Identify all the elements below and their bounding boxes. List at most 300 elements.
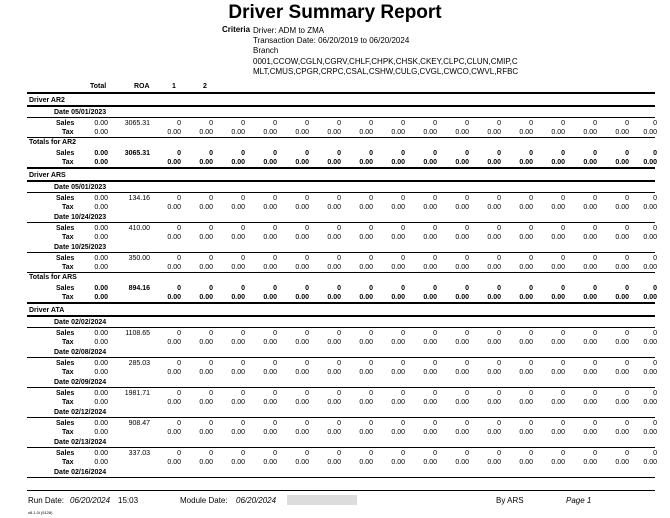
tax-col-13: 0.00 [551,264,565,271]
sales-col-1: 0 [177,195,181,202]
sales-col-16: 0 [653,225,657,232]
section-rule [27,252,655,253]
tax-col-14: 0.00 [583,234,597,241]
tax-col-12: 0.00 [519,129,533,136]
tax-col-12: 0.00 [519,399,533,406]
date-heading: Date 05/01/2023 [54,184,107,191]
redacted-field [287,495,357,505]
tax-col-11: 0.00 [487,129,501,136]
tax-col-7: 0.00 [359,129,373,136]
sales-col-4: 0 [273,255,277,262]
tax-col-13: 0.00 [551,129,565,136]
tax-col-11: 0.00 [487,234,501,241]
sales-label: Sales [56,255,75,262]
tax-col-4: 0.00 [263,129,277,136]
sales-col-6: 0 [337,420,341,427]
sales-col-13: 0 [561,330,565,337]
section-rule [27,447,655,448]
sales-col-11: 0 [497,195,501,202]
tax-col-9: 0.00 [423,234,437,241]
sales-col-1: 0 [177,255,181,262]
tax-col-8: 0.00 [391,339,405,346]
sales-col-6: 0 [337,255,341,262]
tax-col-15: 0.00 [615,459,629,466]
tax-col-16: 0.00 [643,459,657,466]
tax-col-4: 0.00 [263,459,277,466]
sales-col-10: 0 [465,330,469,337]
tax-col-8: 0.00 [391,294,405,301]
tax-total: 0.00 [94,204,108,211]
sales-roa: 1981.71 [124,390,150,397]
sales-roa: 3065.31 [124,150,150,157]
tax-col-13: 0.00 [551,159,565,166]
sales-col-4: 0 [273,390,277,397]
tax-col-15: 0.00 [615,159,629,166]
tax-col-14: 0.00 [583,204,597,211]
sales-col-6: 0 [337,120,341,127]
tax-label: Tax [62,369,74,376]
page-number: Page 1 [566,496,592,505]
driver-heading: Driver AR2 [29,97,65,104]
tax-col-11: 0.00 [487,204,501,211]
tax-col-13: 0.00 [551,234,565,241]
sales-col-5: 0 [305,360,309,367]
tax-col-14: 0.00 [583,339,597,346]
tax-col-4: 0.00 [263,339,277,346]
sales-col-14: 0 [593,120,597,127]
sales-col-9: 0 [433,390,437,397]
tax-col-7: 0.00 [359,429,373,436]
column-header-1: 1 [172,83,176,90]
tax-col-1: 0.00 [167,234,181,241]
sales-col-8: 0 [401,255,405,262]
tax-label: Tax [62,429,74,436]
sales-col-2: 0 [209,420,213,427]
sales-col-9: 0 [433,150,437,157]
sales-col-2: 0 [209,255,213,262]
tax-total: 0.00 [94,129,108,136]
sales-col-12: 0 [529,450,533,457]
sales-col-9: 0 [433,120,437,127]
tax-col-11: 0.00 [487,294,501,301]
tax-col-6: 0.00 [327,369,341,376]
tax-col-9: 0.00 [423,159,437,166]
sales-col-3: 0 [241,420,245,427]
tax-total: 0.00 [94,159,108,166]
tax-col-11: 0.00 [487,369,501,376]
sales-col-4: 0 [273,225,277,232]
sales-col-5: 0 [305,225,309,232]
sales-col-13: 0 [561,150,565,157]
sales-col-16: 0 [653,360,657,367]
sales-label: Sales [56,195,75,202]
section-rule [27,180,655,182]
sales-col-9: 0 [433,360,437,367]
tax-total: 0.00 [94,264,108,271]
tax-col-7: 0.00 [359,159,373,166]
sales-col-9: 0 [433,195,437,202]
tax-col-10: 0.00 [455,429,469,436]
tax-col-11: 0.00 [487,339,501,346]
tax-col-12: 0.00 [519,459,533,466]
sales-label: Sales [56,450,75,457]
sales-col-8: 0 [401,450,405,457]
sales-col-15: 0 [625,120,629,127]
footer-rule [27,490,655,491]
tax-col-6: 0.00 [327,234,341,241]
tax-col-8: 0.00 [391,129,405,136]
sales-col-16: 0 [653,450,657,457]
sales-col-5: 0 [305,285,309,292]
tax-col-3: 0.00 [231,129,245,136]
sales-col-12: 0 [529,390,533,397]
sales-roa: 285.03 [128,360,150,367]
tax-col-13: 0.00 [551,459,565,466]
tax-col-2: 0.00 [199,459,213,466]
sales-col-11: 0 [497,285,501,292]
sales-col-6: 0 [337,285,341,292]
sales-col-2: 0 [209,360,213,367]
tax-col-16: 0.00 [643,399,657,406]
sales-col-16: 0 [653,285,657,292]
tax-col-14: 0.00 [583,399,597,406]
sales-col-3: 0 [241,150,245,157]
tax-col-5: 0.00 [295,294,309,301]
sales-col-8: 0 [401,390,405,397]
tax-col-10: 0.00 [455,129,469,136]
tax-col-12: 0.00 [519,294,533,301]
sales-col-6: 0 [337,225,341,232]
sales-col-12: 0 [529,285,533,292]
criteria-branch-list-2: MLT,CMUS,CPGR,CRPC,CSAL,CSHW,CULG,CVGL,CWCO,CWVL,RFBC [253,67,519,76]
sales-col-8: 0 [401,150,405,157]
sales-col-2: 0 [209,195,213,202]
date-heading: Date 10/25/2023 [54,244,107,251]
tax-total: 0.00 [94,234,108,241]
sales-col-7: 0 [369,150,373,157]
sales-col-16: 0 [653,390,657,397]
tax-col-2: 0.00 [199,369,213,376]
tax-col-15: 0.00 [615,234,629,241]
tax-col-4: 0.00 [263,234,277,241]
tax-total: 0.00 [94,429,108,436]
sales-col-10: 0 [465,285,469,292]
criteria-label: Criteria [222,25,251,34]
tax-label: Tax [62,129,74,136]
tax-col-6: 0.00 [327,264,341,271]
date-heading: Date 02/13/2024 [54,439,107,446]
sales-col-1: 0 [177,285,181,292]
sales-total: 0.00 [94,330,108,337]
tax-col-3: 0.00 [231,399,245,406]
tax-col-15: 0.00 [615,399,629,406]
tax-label: Tax [62,204,74,211]
tax-col-14: 0.00 [583,459,597,466]
tax-col-3: 0.00 [231,204,245,211]
sales-col-15: 0 [625,360,629,367]
sales-col-13: 0 [561,390,565,397]
sales-col-3: 0 [241,195,245,202]
sales-col-7: 0 [369,120,373,127]
tax-col-11: 0.00 [487,429,501,436]
tax-col-10: 0.00 [455,369,469,376]
tax-col-6: 0.00 [327,294,341,301]
sales-col-13: 0 [561,120,565,127]
tax-col-6: 0.00 [327,399,341,406]
sales-col-5: 0 [305,450,309,457]
tax-col-5: 0.00 [295,234,309,241]
sales-total: 0.00 [94,150,108,157]
tax-col-2: 0.00 [199,234,213,241]
sales-col-16: 0 [653,195,657,202]
tax-col-7: 0.00 [359,339,373,346]
sales-col-6: 0 [337,390,341,397]
tax-col-2: 0.00 [199,429,213,436]
sales-total: 0.00 [94,390,108,397]
tax-col-12: 0.00 [519,204,533,211]
sales-col-15: 0 [625,150,629,157]
sales-total: 0.00 [94,285,108,292]
tax-col-12: 0.00 [519,369,533,376]
sales-col-14: 0 [593,150,597,157]
module-date-value: 06/20/2024 [236,496,277,505]
section-rule [27,302,655,304]
sales-col-9: 0 [433,420,437,427]
sales-col-8: 0 [401,330,405,337]
sales-col-2: 0 [209,150,213,157]
tax-col-4: 0.00 [263,399,277,406]
tax-col-9: 0.00 [423,369,437,376]
tax-col-6: 0.00 [327,339,341,346]
sales-col-15: 0 [625,450,629,457]
sales-col-14: 0 [593,195,597,202]
tax-col-2: 0.00 [199,339,213,346]
sales-col-8: 0 [401,360,405,367]
tax-col-16: 0.00 [643,129,657,136]
sales-col-1: 0 [177,360,181,367]
tax-col-4: 0.00 [263,429,277,436]
sales-col-16: 0 [653,330,657,337]
tax-col-5: 0.00 [295,399,309,406]
sales-col-7: 0 [369,390,373,397]
sales-col-10: 0 [465,150,469,157]
tax-total: 0.00 [94,294,108,301]
sales-roa: 1108.65 [125,330,150,337]
tax-col-12: 0.00 [519,234,533,241]
sales-col-15: 0 [625,225,629,232]
sales-col-1: 0 [177,420,181,427]
sales-col-5: 0 [305,120,309,127]
driver-heading: Driver ARS [29,172,66,179]
sales-col-9: 0 [433,330,437,337]
tax-col-7: 0.00 [359,264,373,271]
sales-col-3: 0 [241,360,245,367]
tax-col-3: 0.00 [231,159,245,166]
sales-col-10: 0 [465,360,469,367]
tax-col-8: 0.00 [391,429,405,436]
sales-col-7: 0 [369,330,373,337]
sales-col-10: 0 [465,195,469,202]
tax-col-6: 0.00 [327,129,341,136]
tax-col-9: 0.00 [423,399,437,406]
sales-col-8: 0 [401,225,405,232]
sales-roa: 337.03 [128,450,150,457]
sales-col-11: 0 [497,225,501,232]
tax-col-15: 0.00 [615,429,629,436]
tax-label: Tax [62,234,74,241]
tax-col-10: 0.00 [455,399,469,406]
tax-col-5: 0.00 [295,429,309,436]
sales-roa: 908.47 [128,420,150,427]
totals-heading: Totals for AR2 [29,139,77,146]
tax-col-13: 0.00 [551,204,565,211]
tax-col-5: 0.00 [295,204,309,211]
tax-col-12: 0.00 [519,429,533,436]
tax-col-5: 0.00 [295,264,309,271]
sales-total: 0.00 [94,360,108,367]
sales-col-15: 0 [625,390,629,397]
sales-col-16: 0 [653,420,657,427]
section-rule [27,477,655,478]
section-rule [27,117,655,118]
tax-col-9: 0.00 [423,294,437,301]
sales-col-6: 0 [337,450,341,457]
section-rule [27,327,655,328]
sales-roa: 350.00 [128,255,150,262]
sales-col-4: 0 [273,330,277,337]
sales-col-2: 0 [209,225,213,232]
sales-col-6: 0 [337,360,341,367]
sales-col-12: 0 [529,255,533,262]
version-text: v8.1.0i (5128) [28,510,53,515]
sales-col-10: 0 [465,450,469,457]
sales-col-14: 0 [593,420,597,427]
date-heading: Date 05/01/2023 [54,109,107,116]
tax-total: 0.00 [94,369,108,376]
sales-col-11: 0 [497,150,501,157]
tax-col-9: 0.00 [423,129,437,136]
date-heading: Date 02/12/2024 [54,409,107,416]
column-header-roa: ROA [134,83,150,90]
sales-col-1: 0 [177,150,181,157]
sales-col-7: 0 [369,450,373,457]
sales-col-7: 0 [369,195,373,202]
tax-col-16: 0.00 [643,294,657,301]
tax-col-2: 0.00 [199,159,213,166]
sales-label: Sales [56,120,75,127]
sales-col-3: 0 [241,225,245,232]
tax-label: Tax [62,294,74,301]
sales-col-8: 0 [401,285,405,292]
tax-col-14: 0.00 [583,264,597,271]
tax-col-12: 0.00 [519,339,533,346]
sales-roa: 410.00 [128,225,150,232]
criteria-branch-list-1: 0001,CCOW,CGLN,CGRV,CHLF,CHPK,CHSK,CKEY,CLPC,CLUN,CMIP,C [253,57,518,66]
tax-label: Tax [62,159,74,166]
tax-col-3: 0.00 [231,294,245,301]
sales-col-11: 0 [497,330,501,337]
tax-col-4: 0.00 [263,204,277,211]
tax-col-16: 0.00 [643,429,657,436]
sales-col-14: 0 [593,330,597,337]
tax-col-12: 0.00 [519,264,533,271]
sales-col-1: 0 [177,120,181,127]
tax-col-1: 0.00 [167,399,181,406]
column-header-2: 2 [203,83,207,90]
sales-col-4: 0 [273,420,277,427]
sales-col-16: 0 [653,255,657,262]
tax-col-15: 0.00 [615,339,629,346]
tax-col-1: 0.00 [167,264,181,271]
tax-col-3: 0.00 [231,429,245,436]
sales-roa: 134.16 [128,195,150,202]
tax-label: Tax [62,399,74,406]
tax-col-16: 0.00 [643,159,657,166]
date-heading: Date 02/09/2024 [54,379,107,386]
sales-col-5: 0 [305,420,309,427]
tax-col-12: 0.00 [519,159,533,166]
sales-col-15: 0 [625,285,629,292]
tax-col-3: 0.00 [231,459,245,466]
sales-col-3: 0 [241,390,245,397]
sales-col-10: 0 [465,255,469,262]
sales-total: 0.00 [94,450,108,457]
section-rule [27,137,655,138]
header-rule [27,92,655,94]
sales-col-6: 0 [337,195,341,202]
sales-col-16: 0 [653,150,657,157]
sales-col-14: 0 [593,285,597,292]
sales-col-2: 0 [209,120,213,127]
tax-col-8: 0.00 [391,264,405,271]
tax-col-6: 0.00 [327,459,341,466]
sales-col-15: 0 [625,255,629,262]
tax-col-3: 0.00 [231,264,245,271]
tax-col-1: 0.00 [167,429,181,436]
tax-col-3: 0.00 [231,339,245,346]
tax-col-15: 0.00 [615,294,629,301]
sales-col-5: 0 [305,255,309,262]
sales-col-13: 0 [561,255,565,262]
tax-col-14: 0.00 [583,294,597,301]
tax-col-7: 0.00 [359,204,373,211]
tax-col-3: 0.00 [231,234,245,241]
tax-total: 0.00 [94,399,108,406]
sales-col-12: 0 [529,150,533,157]
tax-col-2: 0.00 [199,264,213,271]
tax-col-13: 0.00 [551,399,565,406]
criteria-date: Transaction Date: 06/20/2019 to 06/20/2024 [253,36,410,45]
sales-col-11: 0 [497,420,501,427]
sales-col-4: 0 [273,195,277,202]
tax-col-6: 0.00 [327,204,341,211]
tax-col-10: 0.00 [455,159,469,166]
sales-col-14: 0 [593,390,597,397]
criteria-branch-label: Branch [253,46,279,55]
tax-col-13: 0.00 [551,429,565,436]
tax-col-1: 0.00 [167,459,181,466]
sales-roa: 3065.31 [124,120,150,127]
sales-col-12: 0 [529,420,533,427]
tax-col-10: 0.00 [455,234,469,241]
run-time-value: 15:03 [118,496,139,505]
tax-col-8: 0.00 [391,234,405,241]
sales-label: Sales [56,225,75,232]
column-header-total: Total [90,83,107,90]
sales-col-16: 0 [653,120,657,127]
tax-col-9: 0.00 [423,204,437,211]
section-rule [27,417,655,418]
